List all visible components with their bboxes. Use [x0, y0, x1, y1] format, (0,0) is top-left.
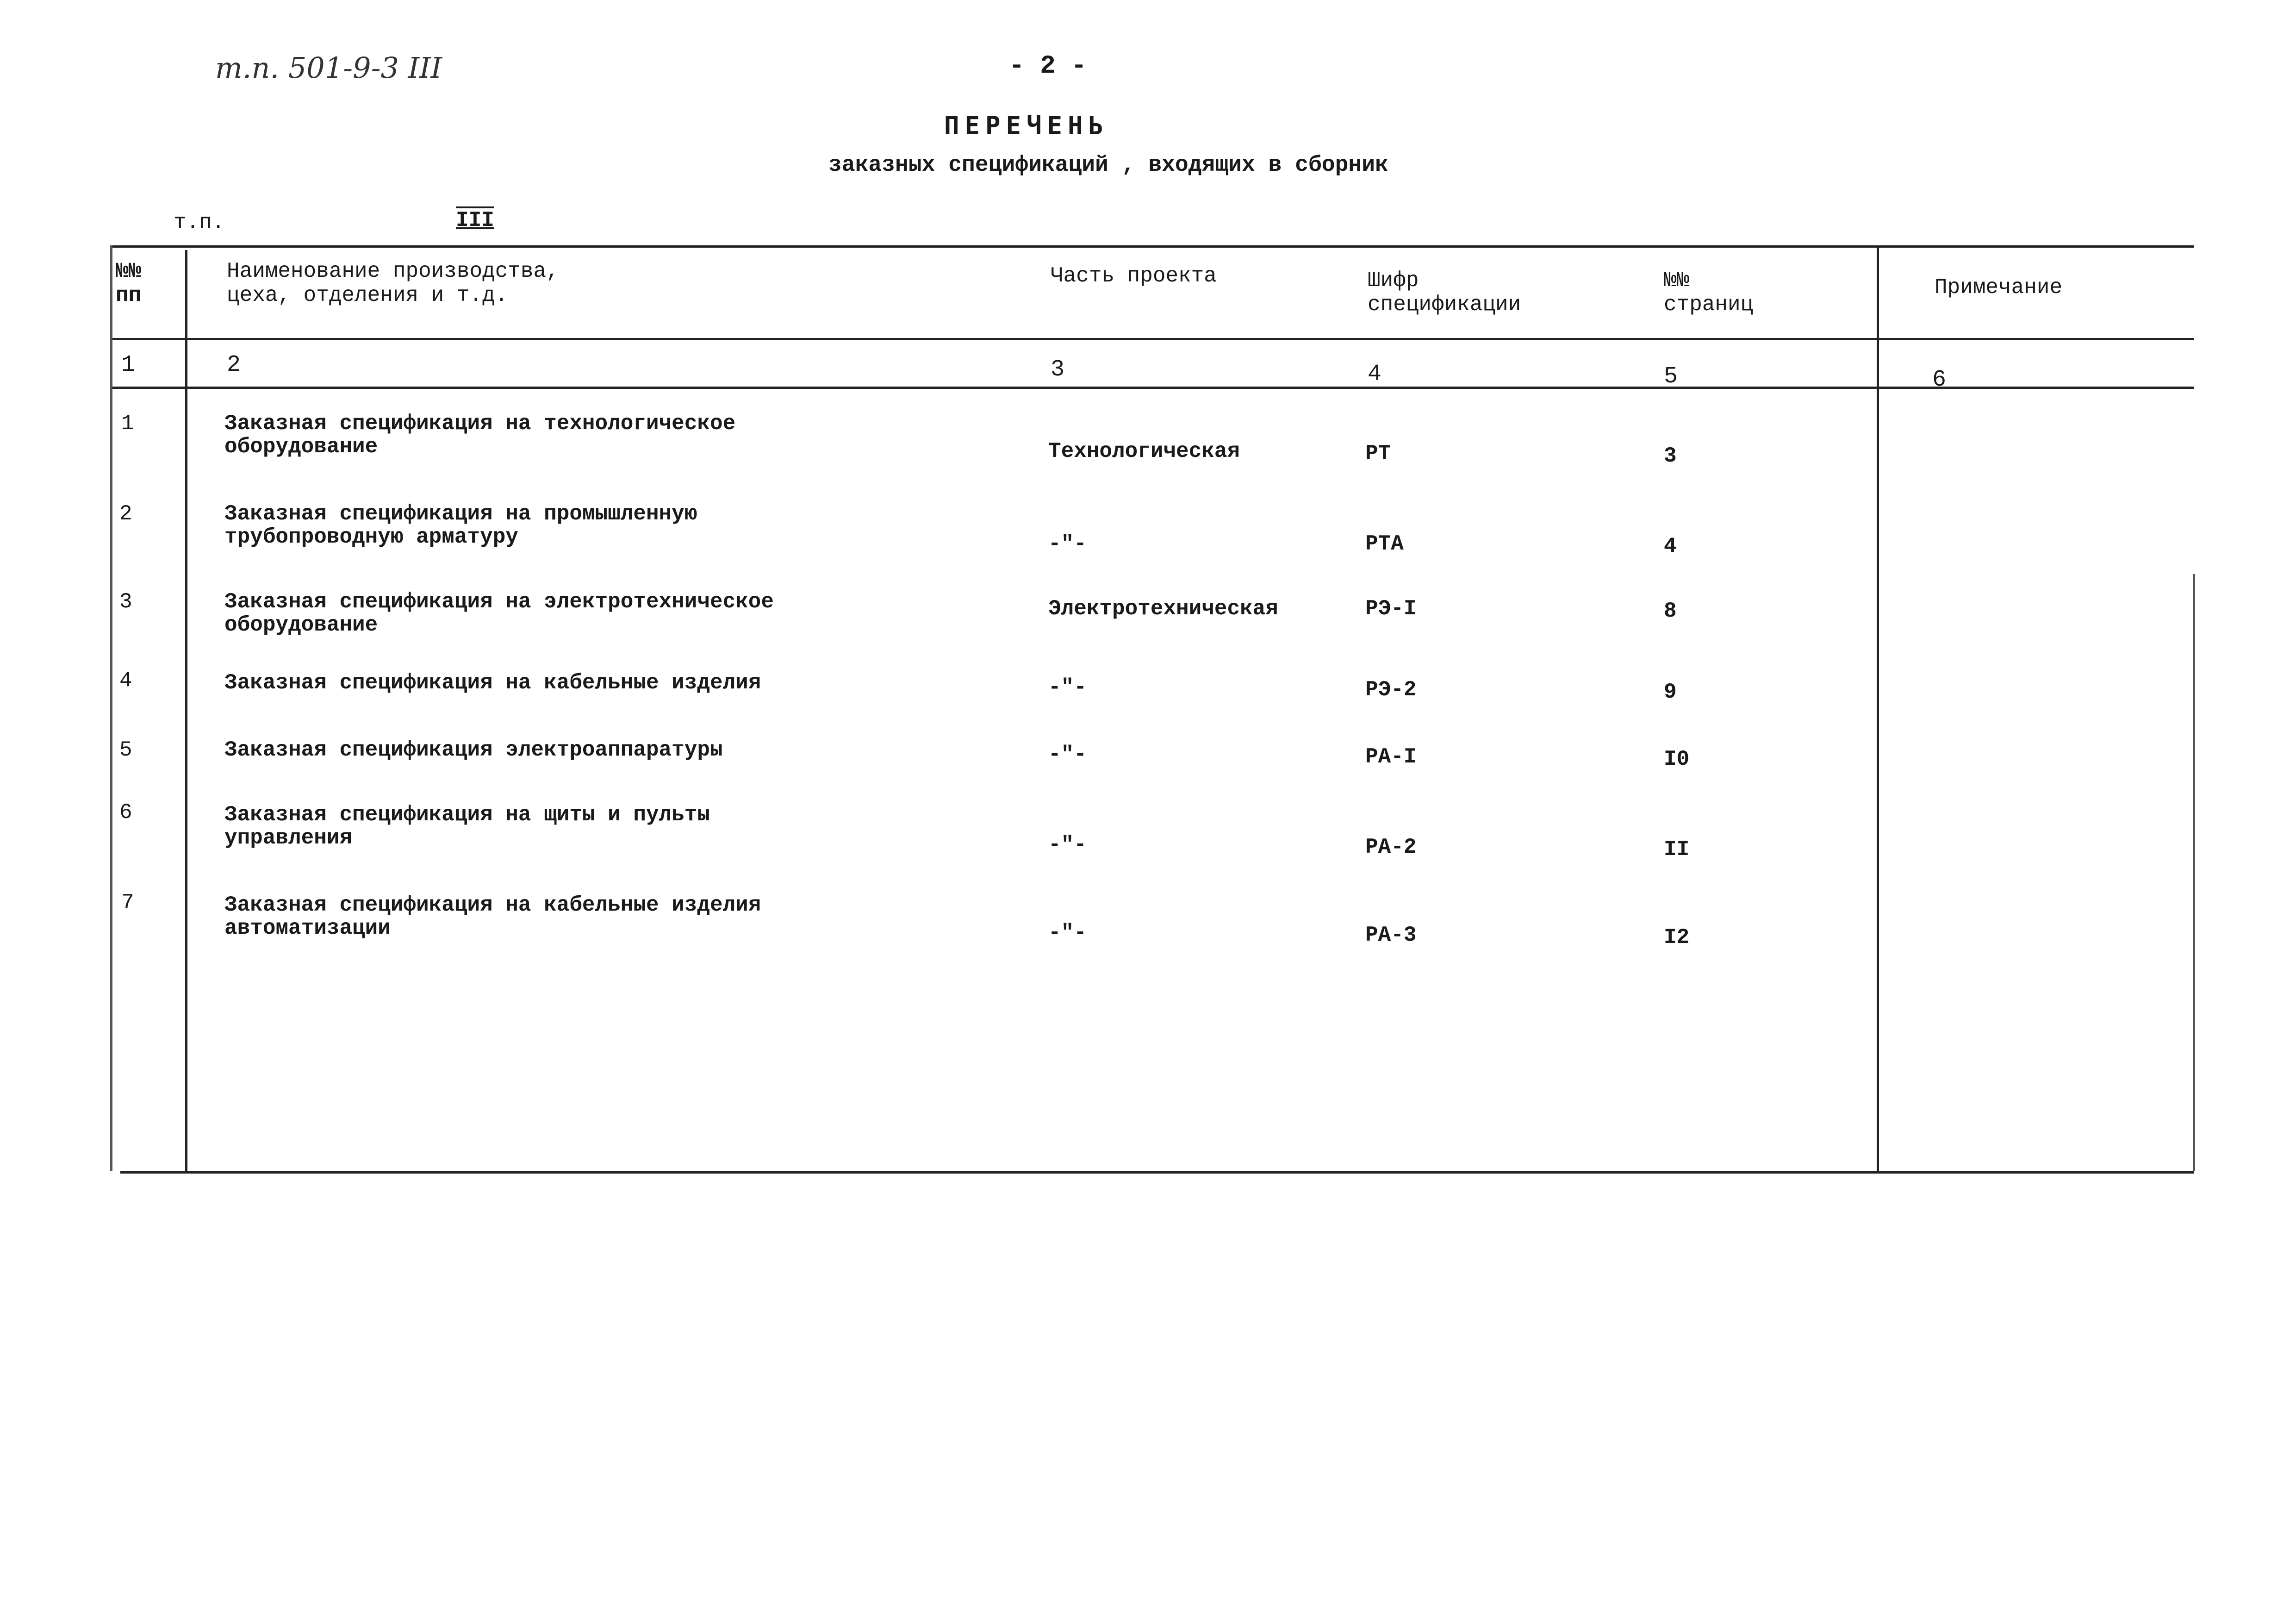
- page-number: - 2 -: [1009, 51, 1087, 81]
- tp-value: III: [456, 208, 494, 232]
- row-part: Технологическая: [1048, 439, 1240, 463]
- numbers-row-bottom-border: [111, 387, 2194, 389]
- row-name: Заказная спецификация на кабельные изделия: [224, 671, 761, 695]
- row-code: РЭ-I: [1365, 597, 1417, 621]
- row-number: 2: [119, 502, 132, 526]
- row-page: 4: [1664, 534, 1677, 558]
- row-name: Заказная спецификация на технологическое оборудование: [224, 412, 736, 459]
- header-number: №№ пп: [116, 259, 142, 307]
- header-pages: №№ страниц: [1664, 269, 1754, 317]
- row-code: РА-3: [1365, 923, 1417, 947]
- header-bottom-border: [111, 338, 2194, 340]
- row-part: Электротехническая: [1048, 597, 1278, 621]
- table-top-border: [111, 245, 2194, 248]
- row-part: -"-: [1048, 532, 1087, 556]
- row-number: 5: [119, 738, 132, 762]
- row-part: -"-: [1048, 921, 1087, 945]
- page-subtitle: заказных спецификаций , входящих в сборник: [828, 153, 1388, 178]
- header-spec-code: Шифр спецификации: [1368, 269, 1521, 317]
- row-part: -"-: [1048, 743, 1087, 767]
- row-name: Заказная спецификация электроаппаратуры: [224, 738, 723, 762]
- row-page: 3: [1664, 444, 1677, 468]
- tp-label: т.п.: [174, 211, 225, 235]
- table-right-border: [2193, 574, 2195, 1171]
- row-page: II: [1664, 837, 1690, 862]
- row-code: РА-2: [1365, 835, 1417, 859]
- row-page: I0: [1664, 747, 1690, 771]
- row-name: Заказная спецификация на электротехническое оборудование: [224, 590, 774, 637]
- row-number: 6: [119, 800, 132, 824]
- column-number-3: 3: [1051, 356, 1065, 383]
- header-project-part: Часть проекта: [1051, 264, 1217, 288]
- column-number-4: 4: [1368, 361, 1382, 387]
- row-number: 3: [119, 590, 132, 614]
- row-name: Заказная спецификация на щиты и пульты управления: [224, 803, 710, 850]
- row-number: 4: [119, 668, 132, 693]
- column-number-2: 2: [227, 352, 241, 378]
- column-number-5: 5: [1664, 363, 1678, 390]
- header-note: Примечание: [1935, 275, 2063, 300]
- row-code: РЭ-2: [1365, 678, 1417, 702]
- row-part: -"-: [1048, 675, 1087, 700]
- document-reference: т.п. 501-9-3 III: [215, 51, 442, 85]
- column-number-6: 6: [1932, 367, 1947, 393]
- table-bottom-border: [120, 1171, 2194, 1174]
- row-page: I2: [1664, 925, 1690, 949]
- row-number: 7: [121, 891, 134, 915]
- column-number-1: 1: [121, 352, 136, 378]
- row-name: Заказная спецификация на кабельные изделия автоматизации: [224, 893, 761, 940]
- row-part: -"-: [1048, 833, 1087, 857]
- row-code: РА-I: [1365, 745, 1417, 769]
- row-page: 9: [1664, 680, 1677, 704]
- row-code: РТА: [1365, 532, 1404, 556]
- header-name: Наименование производства, цеха, отделения и т.д.: [227, 259, 559, 307]
- page-title: ПЕРЕЧЕНЬ: [944, 111, 1109, 140]
- column-divider-5: [1877, 248, 1879, 1171]
- row-code: РТ: [1365, 442, 1391, 466]
- row-number: 1: [121, 412, 134, 436]
- row-page: 8: [1664, 599, 1677, 623]
- table-left-border: [110, 245, 112, 1171]
- column-divider-1: [185, 250, 187, 1174]
- row-name: Заказная спецификация на промышленную трубопроводную арматуру: [224, 502, 697, 549]
